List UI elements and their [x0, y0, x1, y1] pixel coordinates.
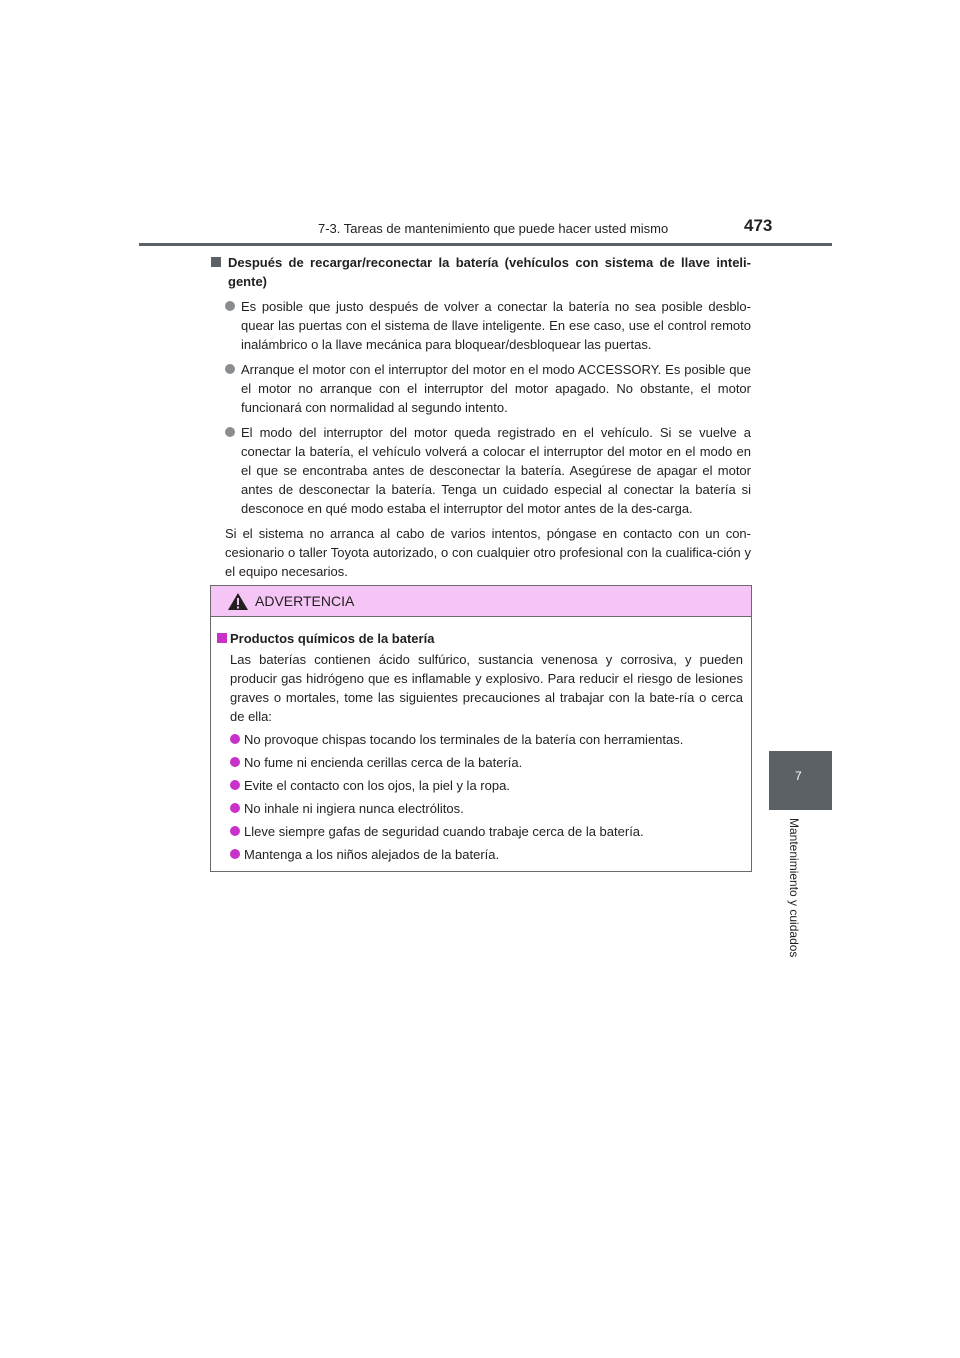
list-item: [217, 822, 743, 841]
warning-heading-text: Productos químicos de la batería: [230, 631, 435, 646]
header-rule: [139, 243, 832, 246]
round-bullet-icon: [225, 427, 235, 437]
list-item: [211, 297, 751, 354]
warning-title: ADVERTENCIA: [255, 593, 355, 609]
round-bullet-icon: [230, 734, 240, 744]
list-item-text: No inhale ni ingiera nunca electrólitos.: [244, 801, 464, 816]
round-bullet-icon: [230, 849, 240, 859]
section-title: 7-3. Tareas de mantenimiento que puede hacer usted mismo: [318, 221, 669, 236]
warning-header: [211, 586, 751, 617]
square-bullet-icon: [211, 257, 221, 267]
round-bullet-icon: [230, 757, 240, 767]
section-heading-text: Después de recargar/reconectar la batería (vehículos con sistema de llave inteli-gente): [228, 255, 751, 289]
round-bullet-icon: [230, 803, 240, 813]
round-bullet-icon: [225, 364, 235, 374]
list-item: [217, 753, 743, 772]
list-item-text: Arranque el motor con el interruptor del motor en el modo ACCESSORY. Es posible que el motor no arranque con el interruptor del motor apagado. No obstante, el motor funcionará con normalidad al segundo intento.: [241, 362, 751, 415]
round-bullet-icon: [230, 826, 240, 836]
warning-triangle-icon: [227, 592, 249, 611]
list-item-text: Lleve siempre gafas de seguridad cuando trabaje cerca de la batería.: [244, 824, 644, 839]
list-item: [211, 360, 751, 417]
square-bullet-icon: [217, 633, 227, 643]
list-item: [217, 776, 743, 795]
warning-heading: [217, 629, 743, 648]
warning-body: [211, 617, 751, 864]
list-item-text: El modo del interruptor del motor queda registrado en el vehículo. Si se vuelve a conectar la batería, el vehículo volverá a colocar el interruptor del motor en el modo en el que se encontraba antes de desconectar la batería. Asegúrese de apagar el motor antes de desconectar la batería. Tenga un cuidado especial al conectar la batería si desconoce en qué modo estaba el interruptor del motor antes de la des-carga.: [241, 425, 751, 516]
warning-box: [210, 585, 752, 872]
round-bullet-icon: [225, 301, 235, 311]
list-item-text: Mantenga a los niños alejados de la batería.: [244, 847, 500, 862]
section-heading: [211, 253, 751, 291]
list-item: [211, 423, 751, 518]
list-item-text: No provoque chispas tocando los terminales de la batería con herramientas.: [244, 732, 684, 747]
chapter-tab: [769, 751, 832, 810]
list-item-text: Es posible que justo después de volver a conectar la batería no sea posible desblo-quear las puertas con el sistema de llave inteligente. En ese caso, use el control remoto inalámbrico o la llave mecánica para bloquear/desbloquear las puertas.: [241, 299, 751, 352]
list-item-text: No fume ni encienda cerillas cerca de la batería.: [244, 755, 523, 770]
round-bullet-icon: [230, 780, 240, 790]
main-content: [211, 253, 751, 581]
chapter-title: Mantenimiento y cuidados: [787, 818, 801, 958]
list-item: [217, 845, 743, 864]
section-paragraph: Si el sistema no arranca al cabo de varios intentos, póngase en contacto con un con-cesionario o taller Toyota autorizado, o con cualquier otro profesional con la cualifica-ción y el equipo necesarios.: [225, 526, 751, 579]
chapter-number: 7: [795, 769, 802, 783]
list-item: [217, 799, 743, 818]
list-item-text: Evite el contacto con los ojos, la piel y la ropa.: [244, 778, 510, 793]
warning-paragraph: Las baterías contienen ácido sulfúrico, sustancia venenosa y corrosiva, y pueden producir gas hidrógeno que es inflamable y explosivo. Para reducir el riesgo de lesiones graves o mortales, tome las siguientes precauciones al trabajar con la bate-ría o cerca de ella:: [230, 652, 743, 724]
list-item: [217, 730, 743, 749]
page-number: 473: [744, 216, 773, 235]
